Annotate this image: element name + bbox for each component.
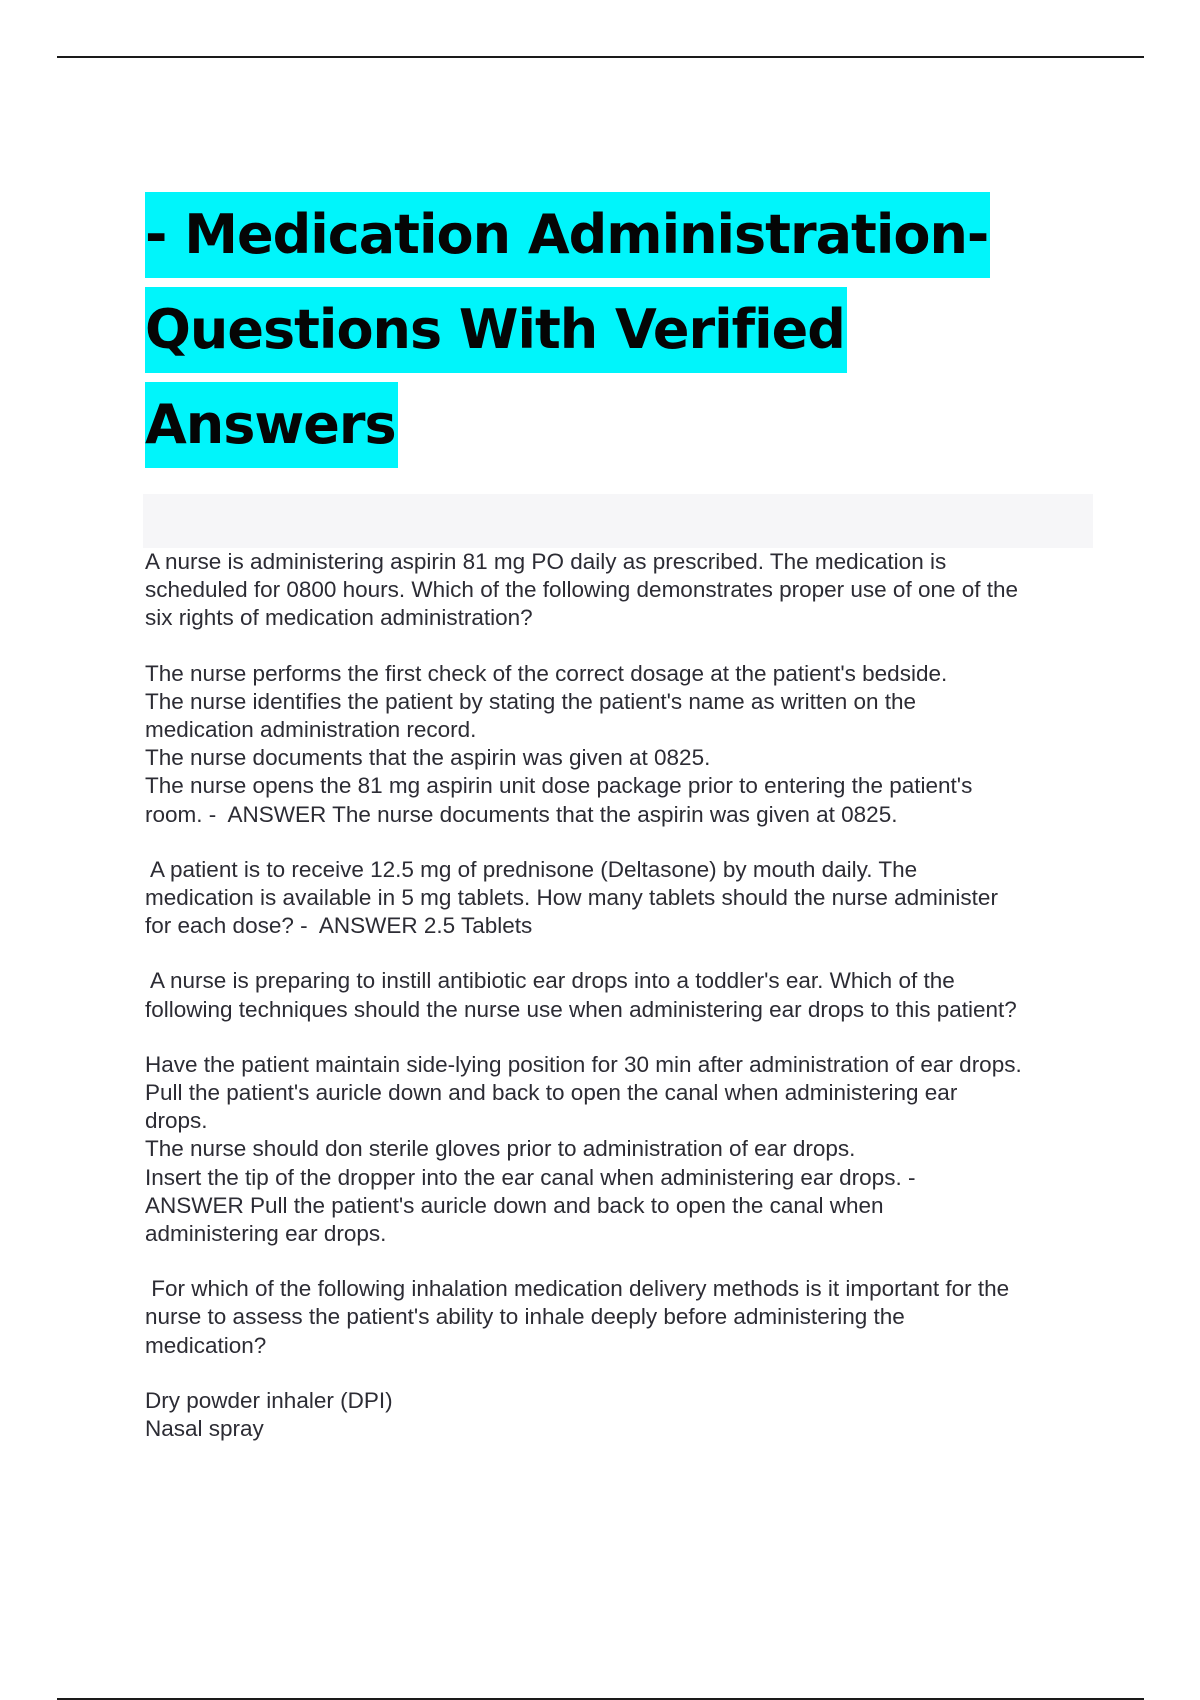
text-line: following techniques should the nurse use when administering ear drops to this patient? bbox=[145, 996, 1017, 1022]
title-line: Questions With Verified bbox=[145, 287, 847, 373]
header-rule bbox=[57, 56, 1144, 58]
text-line: For which of the following inhalation medication delivery methods is it important for the bbox=[145, 1276, 1010, 1302]
document-title bbox=[145, 192, 1045, 477]
text-line: Dry powder inhaler (DPI) bbox=[145, 1387, 393, 1413]
title-line: Answers bbox=[145, 382, 398, 468]
text-line: drops. bbox=[145, 1108, 208, 1134]
text-line: The nurse performs the first check of the correct dosage at the patient's bedside. bbox=[145, 660, 948, 686]
shaded-band bbox=[143, 494, 1093, 548]
text-line: Nasal spray bbox=[145, 1416, 264, 1442]
text-line: for each dose? - ANSWER 2.5 Tablets bbox=[145, 913, 533, 939]
text-line: ANSWER Pull the patient's auricle down and back to open the canal when bbox=[145, 1192, 884, 1218]
document-body bbox=[145, 548, 1095, 1470]
text-line: medication is available in 5 mg tablets. How many tablets should the nurse administer bbox=[145, 885, 998, 911]
text-line: six rights of medication administration? bbox=[145, 605, 533, 631]
question-paragraph bbox=[145, 967, 1095, 1023]
text-line: A nurse is preparing to instill antibiotic ear drops into a toddler's ear. Which of the bbox=[145, 968, 955, 994]
text-line: A nurse is administering aspirin 81 mg PO daily as prescribed. The medication is bbox=[145, 549, 947, 574]
question-paragraph bbox=[145, 1275, 1095, 1360]
question-answer-paragraph bbox=[145, 856, 1095, 941]
text-line: The nurse should don sterile gloves prior to administration of ear drops. bbox=[145, 1136, 856, 1162]
options-answer-paragraph bbox=[145, 660, 1095, 829]
text-line: The nurse opens the 81 mg aspirin unit dose package prior to entering the patient's bbox=[145, 773, 973, 799]
text-line: The nurse documents that the aspirin was given at 0825. bbox=[145, 745, 711, 771]
title-line: - Medication Administration- bbox=[145, 192, 990, 278]
text-line: administering ear drops. bbox=[145, 1221, 387, 1247]
options-paragraph bbox=[145, 1387, 1095, 1443]
text-line: A patient is to receive 12.5 mg of prednisone (Deltasone) by mouth daily. The bbox=[145, 856, 918, 882]
question-paragraph bbox=[145, 548, 1095, 633]
text-line: medication? bbox=[145, 1332, 267, 1358]
text-line: The nurse identifies the patient by stating the patient's name as written on the bbox=[145, 688, 917, 714]
text-line: Insert the tip of the dropper into the ear canal when administering ear drops. - bbox=[145, 1164, 916, 1190]
text-line: Have the patient maintain side-lying position for 30 min after administration of ear drops. bbox=[145, 1051, 1022, 1077]
text-line: Pull the patient's auricle down and back to open the canal when administering ear bbox=[145, 1080, 958, 1106]
text-line: room. - ANSWER The nurse documents that the aspirin was given at 0825. bbox=[145, 801, 898, 827]
options-answer-paragraph bbox=[145, 1051, 1095, 1248]
text-line: scheduled for 0800 hours. Which of the following demonstrates proper use of one of the bbox=[145, 577, 1019, 603]
text-line: medication administration record. bbox=[145, 717, 477, 743]
text-line: nurse to assess the patient's ability to inhale deeply before administering the bbox=[145, 1304, 905, 1330]
